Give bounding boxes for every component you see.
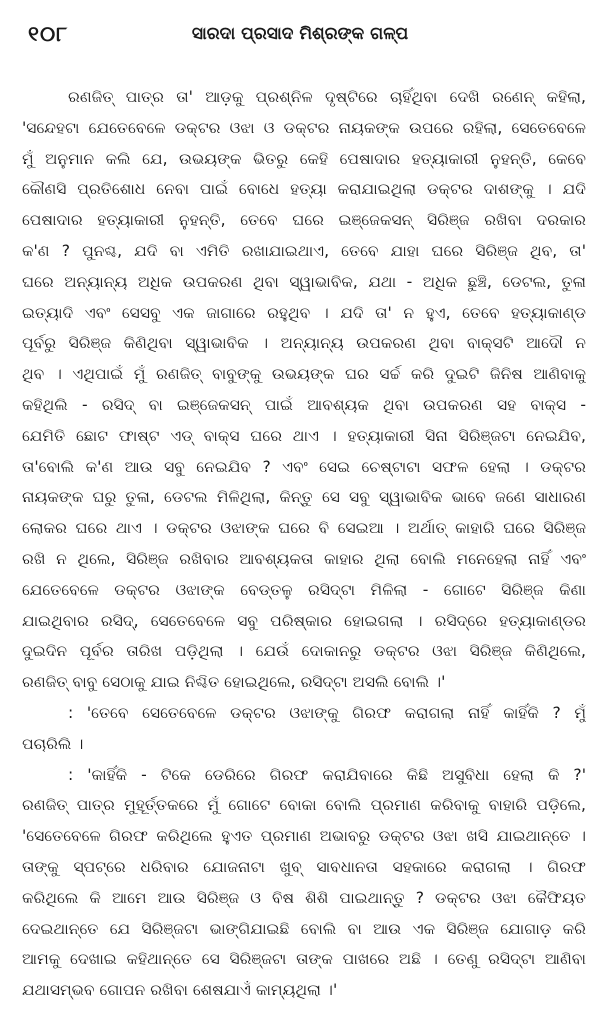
text-line: ଥିବ । ଏଥିପାଇଁ ମୁଁ ରଣଜିତ୍ ବାବୁଙ୍କୁ ଉଭୟଙ୍କ ଘର ସର୍ଚ୍ଚ କରି ଦୁଇଟି ଜିନିଷ ଆଣିବାକୁ [22,365,586,384]
text-line: ରଣଜିତ୍ ପାତ୍ର ମୁହୂର୍ତ୍ତକରେ ମୁଁ ଗୋଟେ ବୋକା ବୋଲି ପ୍ରମାଣ କରିବାକୁ ବାହାରି ପଡ଼ିଲେ, [22,796,586,815]
text-line: ଯଥାସମ୍ଭବ ଗୋପନ ରଖିବା ଶେଷଯାଏଁ କାମ୍ୟଥିଲା ।' [22,981,338,1000]
text-line: ରଣଜିତ୍ ବାବୁ ସେଠାକୁ ଯାଇ ନିଶ୍ଚିତ ହୋଇଥିଲେ, ରସିଦ୍‌ଟା ଅସଲି ବୋଲି ।' [22,673,446,692]
text-line: କୌଣସି ପ୍ରତିଶୋଧ ନେବା ପାଇଁ ବୋଧେ ହତ୍ୟା କରାଯାଇଥିଲା ଡକ୍ଟର ଦାଶଙ୍କୁ । ଯଦି [22,180,586,199]
text-line: ପଚାରିଲି । [22,734,84,753]
page-number: ୧୦୮ [28,22,69,46]
text-line: ରଣଜିତ୍ ପାତ୍ର ତା' ଆଡ଼କୁ ପ୍ରଶ୍ନିଳ ଦୃଷ୍ଟିରେ ଚାହିଁଥିବା ଦେଖି ରଣେନ୍ କହିଲା, [68,88,586,106]
body-text [22,82,586,1006]
text-line: ରଖି ନ ଥିଲେ, ସିରିଞ୍ଜ ରଖିବାର ଆବଶ୍ୟକତା କାହାର ଥିଲା ବୋଲି ମନେହେଲା ନାହିଁ ଏବଂ [22,549,586,568]
text-line: ମୁଁ ଅନୁମାନ କଲି ଯେ, ଉଭୟଙ୍କ ଭିତରୁ କେହି ପେଷାଦାର ହତ୍ୟାକାରୀ ନୁହନ୍ତି, କେବେ [22,149,586,168]
text-line: : 'କାହିଁକି - ଟିକେ ଡେରିରେ ଗିରଫ କରାଯିବାରେ କିଛି ଅସୁବିଧା ହେଲା କି ?' [68,765,586,784]
text-line: ଘରେ ଅନ୍ୟାନ୍ୟ ଅଧିକ ଉପକରଣ ଥିବା ସ୍ୱାଭାବିକ, ଯଥା - ଅଧିକ ଛୁଞ୍ଚି, ଡେଟଲ, ତୁଳା [22,272,586,291]
text-line: ପୂର୍ବରୁ ସିରିଞ୍ଜ କିଣିଥିବା ସ୍ୱାଭାବିକ । ଅନ୍ୟାନ୍ୟ ଉପକରଣ ଥିବା ବାକ୍ସଟି ଆଦୌ ନ [22,334,586,353]
text-line: : 'ତେବେ ସେତେବେଳେ ଡକ୍ଟର ଓଝାଙ୍କୁ ଗିରଫ କରାଗଲା ନାହିଁ କାହିଁକି ? ମୁଁ [68,703,586,722]
text-line: ଇତ୍ୟାଦି ଏବଂ ସେସବୁ ଏକ ଜାଗାରେ ରହୁଥିବ । ଯଦି ତା' ନ ହୁଏ, ତେବେ ହତ୍ୟାକାଣ୍ଡ [22,303,586,322]
text-line: ଯେମିତି ଛୋଟ ଫାଷ୍ଟ ଏଡ୍ ବାକ୍ସ ଘରେ ଥାଏ । ହତ୍ୟାକାରୀ ସିନା ସିରିଞ୍ଜଟା ନେଇଯିବ, [22,426,586,445]
text-line: କହିଥିଲି - ରସିଦ୍ ବା ଇଞ୍ଜେକସନ୍ ପାଇଁ ଆବଶ୍ୟକ ଥିବା ଉପକରଣ ସହ ବାକ୍ସ - [22,395,586,414]
text-line: ତାଙ୍କୁ ସ୍ପଟ୍‌ରେ ଧରିବାର ଯୋଜନାଟା ଖୁବ୍ ସାବଧାନତା ସହକାରେ କରାଗଲା । ଗିରଫ [22,857,586,876]
text-line: ଯାଇଥିବାର ରସିଦ୍, ସେତେବେଳେ ସବୁ ପରିଷ୍କାର ହୋଇଗଲା । ରସିଦ୍‌ରେ ହତ୍ୟାକାଣ୍ଡର [22,611,586,630]
text-line: ଲୋକର ଘରେ ଥାଏ । ଡକ୍ଟର ଓଝାଙ୍କ ଘରେ ବି ସେଇଆ । ଅର୍ଥାତ୍ କାହାରି ଘରେ ସିରିଞ୍ଜ [22,519,586,538]
text-line: କରିଥିଲେ କି ଆମେ ଆଉ ସିରିଞ୍ଜ ଓ ବିଷ ଶିଶି ପାଇଥାନ୍ତୁ ? ଡକ୍ଟର ଓଝା କୈଫିୟତ [22,888,586,907]
running-title: ସାରଦା ପ୍ରସାଦ ମିଶ୍ରଙ୍କ ଗଳ୍ପ [191,24,409,44]
page-header [28,22,572,52]
text-line: ଦୁଇଦିନ ପୂର୍ବର ତାରିଖ ପଡ଼ିଥିଲା । ଯେଉଁ ଦୋକାନରୁ ଡକ୍ଟର ଓଝା ସିରିଞ୍ଜ କିଣିଥିଲେ, [22,642,586,661]
text-line: ନାୟକଙ୍କ ଘରୁ ତୁଳା, ଡେଟଲ ମିଳିଥିଲା, କିନ୍ତୁ ସେ ସବୁ ସ୍ୱାଭାବିକ ଭାବେ ଜଣେ ସାଧାରଣ [22,488,586,507]
text-line: ପେଷାଦାର ହତ୍ୟାକାରୀ ନୁହନ୍ତି, ତେବେ ଘରେ ଇଞ୍ଜେକସନ୍ ସିରିଞ୍ଜ ରଖିବା ଦରକାର [22,211,586,230]
text-line: 'ସେତେବେଳେ ଗିରଫ କରିଥିଲେ ହୁଏତ ପ୍ରମାଣ ଅଭାବରୁ ଡକ୍ଟର ଓଝା ଖସି ଯାଇଥାନ୍ତେ । [22,827,586,846]
text-line: କ'ଣ ? ପୁନଶ୍ଚ, ଯଦି ବା ଏମିତି ରଖାଯାଇଥାଏ, ତେବେ ଯାହା ଘରେ ସିରିଞ୍ଜ ଥିବ, ତା' [22,241,586,260]
text-line: ଆମକୁ ଦେଖାଇ କହିଥାନ୍ତେ ସେ ସିରିଞ୍ଜଟା ତାଙ୍କ ପାଖରେ ଅଛି । ତେଣୁ ରସିଦ୍‌ଟା ଆଣିବା [22,950,586,969]
text-line: ଦେଇଥାନ୍ତେ ଯେ ସିରିଞ୍ଜଟା ଭାଙ୍ଗିଯାଇଛି ବୋଲି ବା ଆଉ ଏକ ସିରିଞ୍ଜ ଯୋଗାଡ଼ କରି [22,919,586,938]
text-line: ଯେତେବେଳେ ଡକ୍ଟର ଓଝାଙ୍କ ବେଡ୍‌ତଳୁ ରସିଦ୍‌ଟା ମିଳିଲା - ଗୋଟେ ସିରିଞ୍ଜ କିଣା [22,580,586,599]
text-line: ତା'ବୋଲି କ'ଣ ଆଉ ସବୁ ନେଇଯିବ ? ଏବଂ ସେଇ ଚେଷ୍ଟାଟା ସଫଳ ହେଲା । ଡକ୍ଟର [22,457,586,476]
text-line: 'ସନ୍ଦେହଟା ଯେତେବେଳେ ଡକ୍ଟର ଓଝା ଓ ଡକ୍ଟର ନାୟକଙ୍କ ଉପରେ ରହିଲା, ସେତେବେଳେ [22,118,586,137]
